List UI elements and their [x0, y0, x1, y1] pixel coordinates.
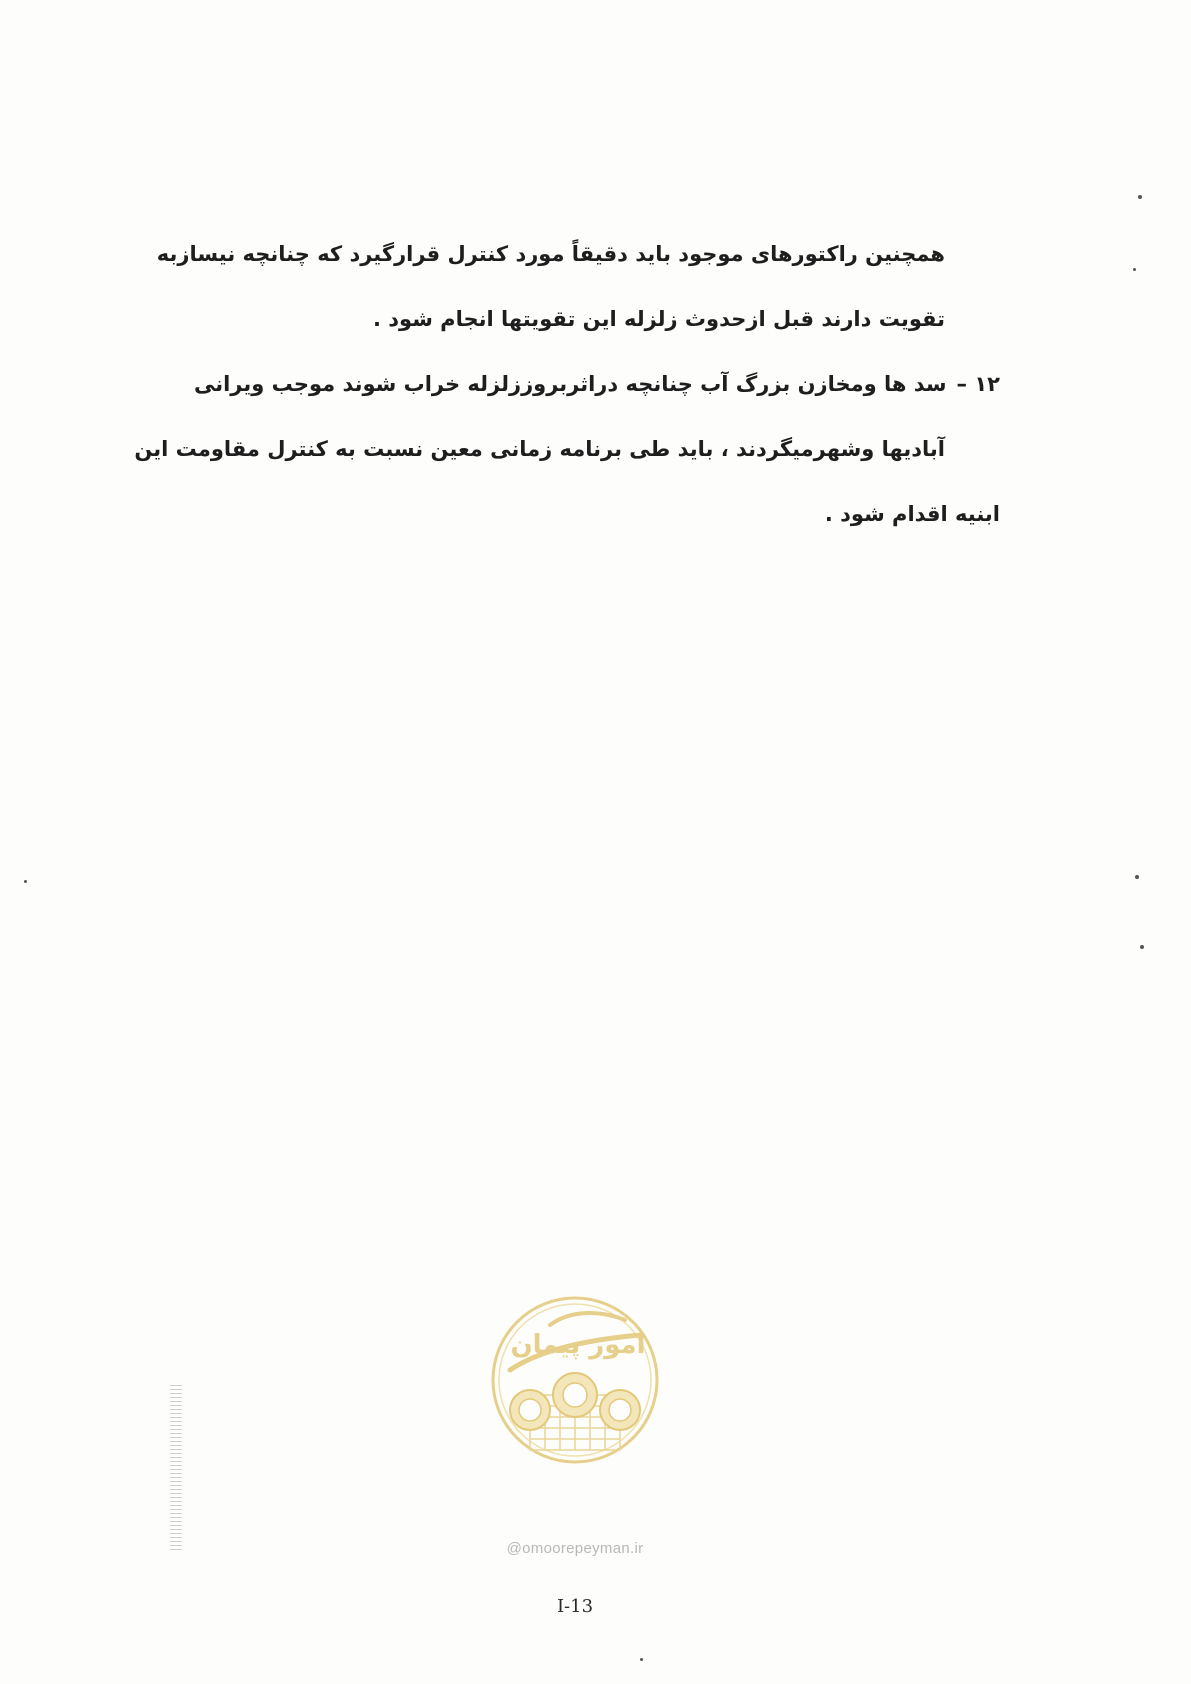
paragraph-reactors: همچنین راکتورهای موجود باید دقیقاً مورد کنترل قرارگیرد که چنانچه نیسازبه تقویت دارند قبل ازحدوث زلزله این تقویتها انجام شود .	[156, 242, 945, 331]
item-text-first: سد ها ومخازن بزرگ آب چنانچه دراثربروززلزله خراب شوند موجب ویرانی	[193, 372, 947, 396]
list-item-12	[120, 352, 1000, 547]
scan-speck	[1138, 195, 1142, 199]
watermark-logo-text: امور پیمان	[510, 1330, 646, 1360]
page-number: I-13	[556, 1596, 594, 1617]
scan-speck	[1135, 875, 1139, 879]
item-number: ۱۲ –	[956, 372, 1000, 396]
scan-artifact-strip	[170, 1385, 182, 1550]
scan-speck	[24, 880, 27, 883]
watermark-seal	[490, 1295, 660, 1465]
body-text	[120, 222, 1000, 547]
item-text-rest: آبادیها وشهرمیگردند ، باید طی برنامه زمانی معین نسبت به کنترل مقاومت این ابنیه اقدام شود .	[134, 437, 1000, 526]
watermark-caption: @omoorepeyman.ir	[506, 1540, 644, 1557]
scan-speck	[640, 1658, 643, 1661]
scan-speck	[1133, 268, 1136, 271]
scan-speck	[1140, 945, 1144, 949]
